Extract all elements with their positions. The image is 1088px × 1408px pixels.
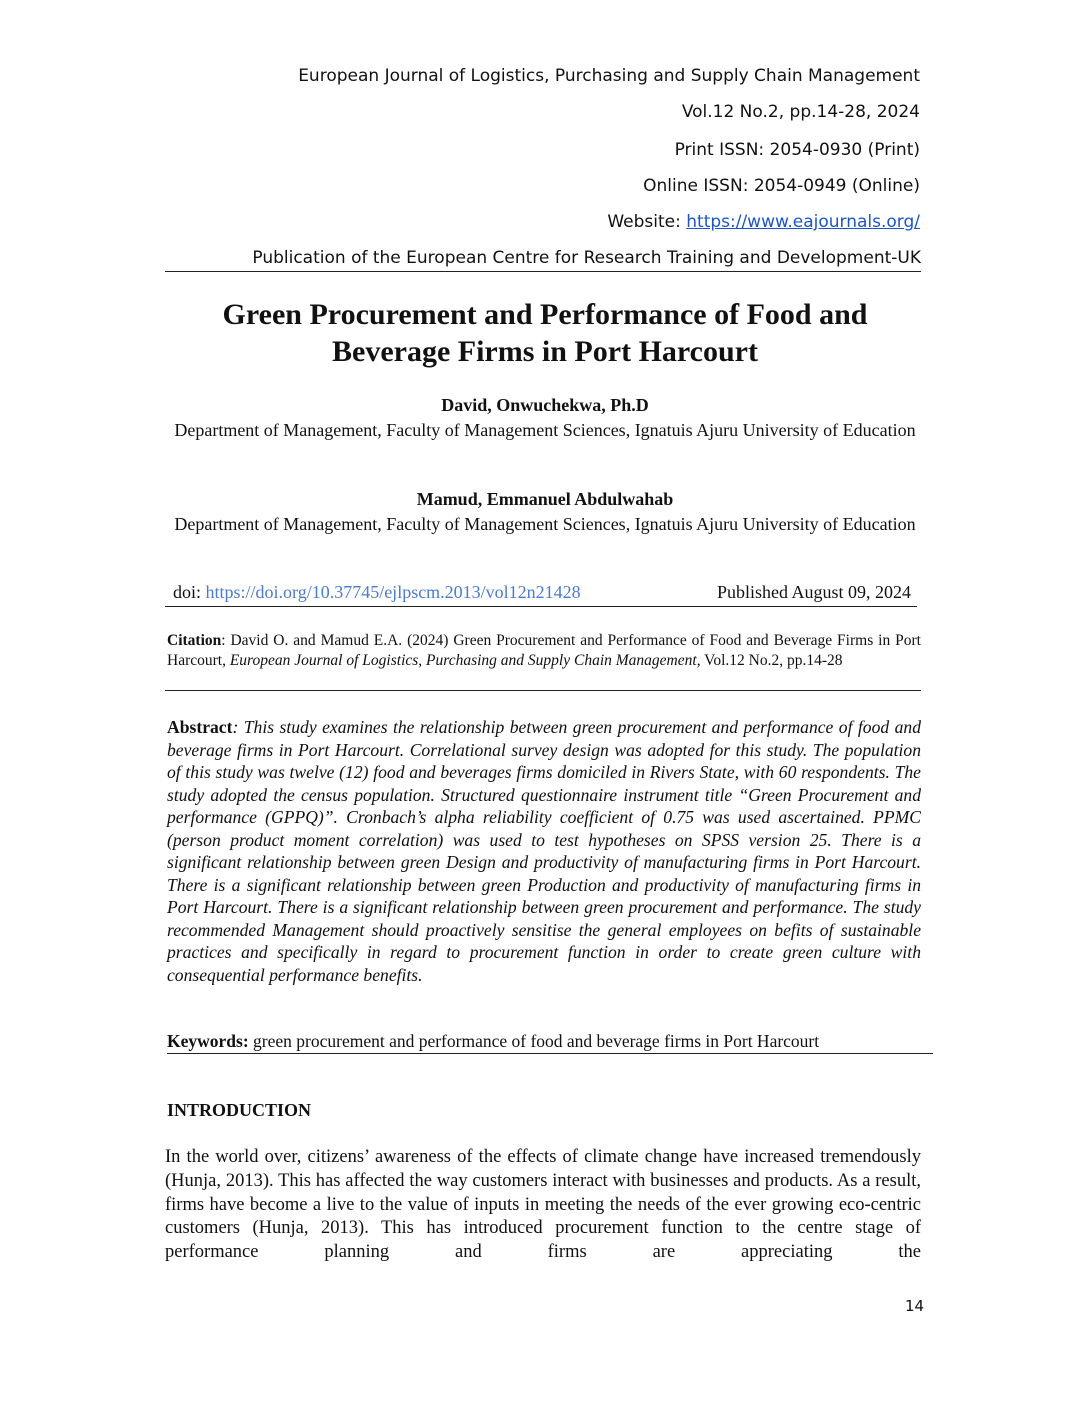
header-divider — [165, 271, 921, 272]
section-heading-introduction: INTRODUCTION — [167, 1100, 312, 1120]
article-title — [160, 296, 930, 370]
doi-link[interactable]: https://doi.org/10.37745/ejlpscm.2013/vol12n21428 — [205, 582, 581, 602]
title-line-1: Green Procurement and Performance of Food and — [222, 298, 868, 331]
keywords-label: Keywords: — [167, 1031, 249, 1051]
doi-row — [173, 582, 581, 603]
volume-info: Vol.12 No.2, pp.14-28, 2024 — [681, 102, 920, 122]
citation-journal: European Journal of Logistics, Purchasing and Supply Chain Management — [229, 652, 697, 669]
abstract-label: Abstract — [167, 717, 233, 737]
author-1-affiliation: Department of Management, Faculty of Management Sciences, Ignatuis Ajuru University of Education — [174, 420, 916, 440]
website-line — [607, 212, 920, 232]
title-line-2: Beverage Firms in Port Harcourt — [332, 335, 758, 368]
website-label: Website: — [607, 212, 687, 232]
abstract-text: : This study examines the relationship between green procurement and performance of food and beverage firms in Port Harcourt. Correlational survey design was adopted for this study. The population of this study was twelve (12) food and beverages firms domiciled in Rivers State, with 60 respondents. The study adopted the census population. Structured questionnaire instrument title “Green Procurement and performance (GPPQ)”. Cronbach’s alpha reliability coefficient of 0.75 was used ascertained. PPMC (person product moment correlation) was used to test hypotheses on SPSS version 25. There is a significant relationship between green Design and productivity of manufacturing firms in Port Harcourt. There is a significant relationship between green Production and productivity of manufacturing firms in Port Harcourt. There is a significant relationship between green procurement and performance. The study recommended Management should proactively sensitise the general employees on befits of sustainable practices and specifically in regard to procurement function in order to create green culture with consequential performance benefits. — [167, 717, 921, 985]
citation — [167, 631, 921, 671]
author-1-name: David, Onwuchekwa, Ph.D — [441, 395, 649, 415]
author-2-affiliation: Department of Management, Faculty of Management Sciences, Ignatuis Ajuru University of Education — [174, 514, 916, 534]
citation-text: : David O. and Mamud E.A. (2024) Green Procurement and Performance of Food and Beverage Firms in Port Harcourt, — [167, 632, 921, 669]
online-issn: Online ISSN: 2054-0949 (Online) — [643, 176, 920, 196]
abstract — [167, 716, 921, 986]
keywords-text: green procurement and performance of food and beverage firms in Port Harcourt — [248, 1031, 820, 1051]
keywords — [167, 1031, 933, 1054]
doi-line — [165, 582, 917, 607]
citation-volume: , Vol.12 No.2, pp.14-28 — [696, 652, 843, 669]
citation-divider — [165, 690, 921, 691]
print-issn: Print ISSN: 2054-0930 (Print) — [674, 140, 920, 160]
introduction-paragraph: In the world over, citizens’ awareness of the effects of climate change have increased tremendously (Hunja, 2013). This has affected the way customers interact with businesses and products. As a result, firms have become a live to the value of inputs in meeting the needs of the ever growing eco-centric customers (Hunja, 2013). This has introduced procurement function to the centre stage of performance planning and firms are appreciating the — [165, 1147, 921, 1263]
website-link[interactable]: https://www.eajournals.org/ — [686, 212, 920, 232]
publisher-line: Publication of the European Centre for Research Training and Development-UK — [252, 248, 921, 268]
citation-label: Citation — [167, 632, 222, 649]
doi-label: doi: — [173, 582, 206, 602]
journal-name: European Journal of Logistics, Purchasing and Supply Chain Management — [298, 66, 920, 86]
published-date: Published August 09, 2024 — [716, 582, 911, 602]
author-2-name: Mamud, Emmanuel Abdulwahab — [416, 489, 674, 509]
page-number: 14 — [905, 1297, 925, 1315]
